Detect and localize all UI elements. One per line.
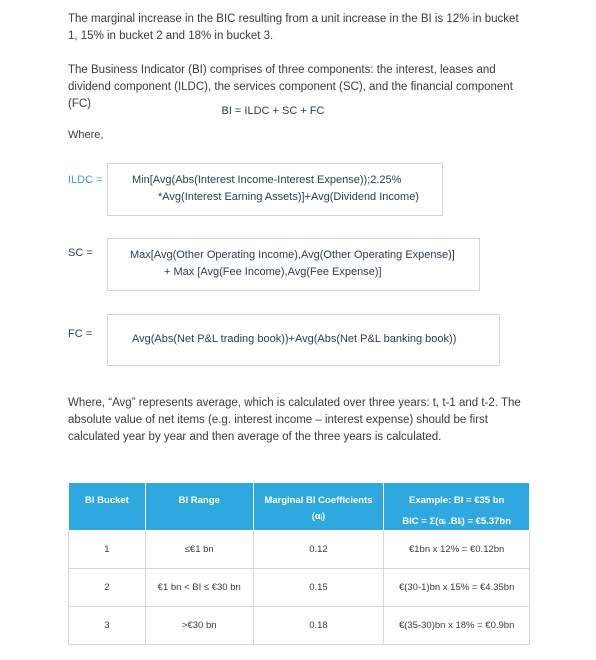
sc-line-2: + Max [Avg(Fee Income),Avg(Fee Expense)] <box>164 266 382 278</box>
cell-bucket: 3 <box>69 607 146 645</box>
fc-line-1: Avg(Abs(Net P&L trading book))+Avg(Abs(Net P&L banking book)) <box>132 333 457 345</box>
ildc-label: ILDC = <box>68 174 103 186</box>
bi-bucket-table <box>68 482 530 645</box>
table-row <box>69 607 530 645</box>
cell-example: €(35-30)bn x 18% = €0.9bn <box>384 607 530 645</box>
cell-example: €1bn x 12% = €0.12bn <box>384 531 530 569</box>
bi-description-paragraph: The Business Indicator (BI) comprises of three components: the interest, leases and dividend component (ILDC), the services component (SC), and the financial component (FC) <box>68 64 513 110</box>
ildc-formula-box <box>107 163 443 216</box>
table-header-row <box>69 483 530 531</box>
table-row <box>69 531 530 569</box>
cell-coefficient: 0.12 <box>253 531 384 569</box>
cell-range: €1 bn < BI ≤ €30 bn <box>145 569 253 607</box>
sc-line-1: Max[Avg(Other Operating Income),Avg(Other Operating Expense)] <box>130 249 455 261</box>
cell-bucket: 2 <box>69 569 146 607</box>
ildc-line-1: Min[Avg(Abs(Interest Income-Interest Expense));2.25% <box>132 174 402 186</box>
cell-coefficient: 0.15 <box>253 569 384 607</box>
bi-formula: BI = ILDC + SC + FC <box>221 105 325 117</box>
cell-example: €(30-1)bn x 15% = €4.35bn <box>384 569 530 607</box>
cell-coefficient: 0.18 <box>253 607 384 645</box>
sc-label: SC = <box>68 247 93 259</box>
header-marginal-coefficients: Marginal BI Coefficients (αᵢ) <box>253 483 384 531</box>
table-row <box>69 569 530 607</box>
where-label: Where, <box>68 129 104 141</box>
intro-paragraph: The marginal increase in the BIC resulting from a unit increase in the BI is 12% in bucket 1, 15% in bucket 2 and 18% in bucket 3. <box>68 13 519 42</box>
avg-note-paragraph: Where, “Avg” represents average, which is calculated over three years: t, t-1 and t-2. The absolute value of net items (e.g. interest income – interest expense) should be first calculated year by year and then average of the three years is calculated. <box>68 397 521 443</box>
header-example: Example: BI = €35 bn BIC = Σ(αᵢ .BIᵢ) = €5.37bn <box>384 483 530 531</box>
header-bi-range: BI Range <box>145 483 253 531</box>
ildc-line-2: *Avg(Interest Earning Assets)]+Avg(Dividend Income) <box>158 191 419 203</box>
fc-label: FC = <box>68 328 93 340</box>
cell-bucket: 1 <box>69 531 146 569</box>
header-bi-bucket: BI Bucket <box>69 483 146 531</box>
fc-formula-box <box>107 314 500 366</box>
cell-range: >€30 bn <box>145 607 253 645</box>
cell-range: ≤€1 bn <box>145 531 253 569</box>
sc-formula-box <box>107 238 480 291</box>
